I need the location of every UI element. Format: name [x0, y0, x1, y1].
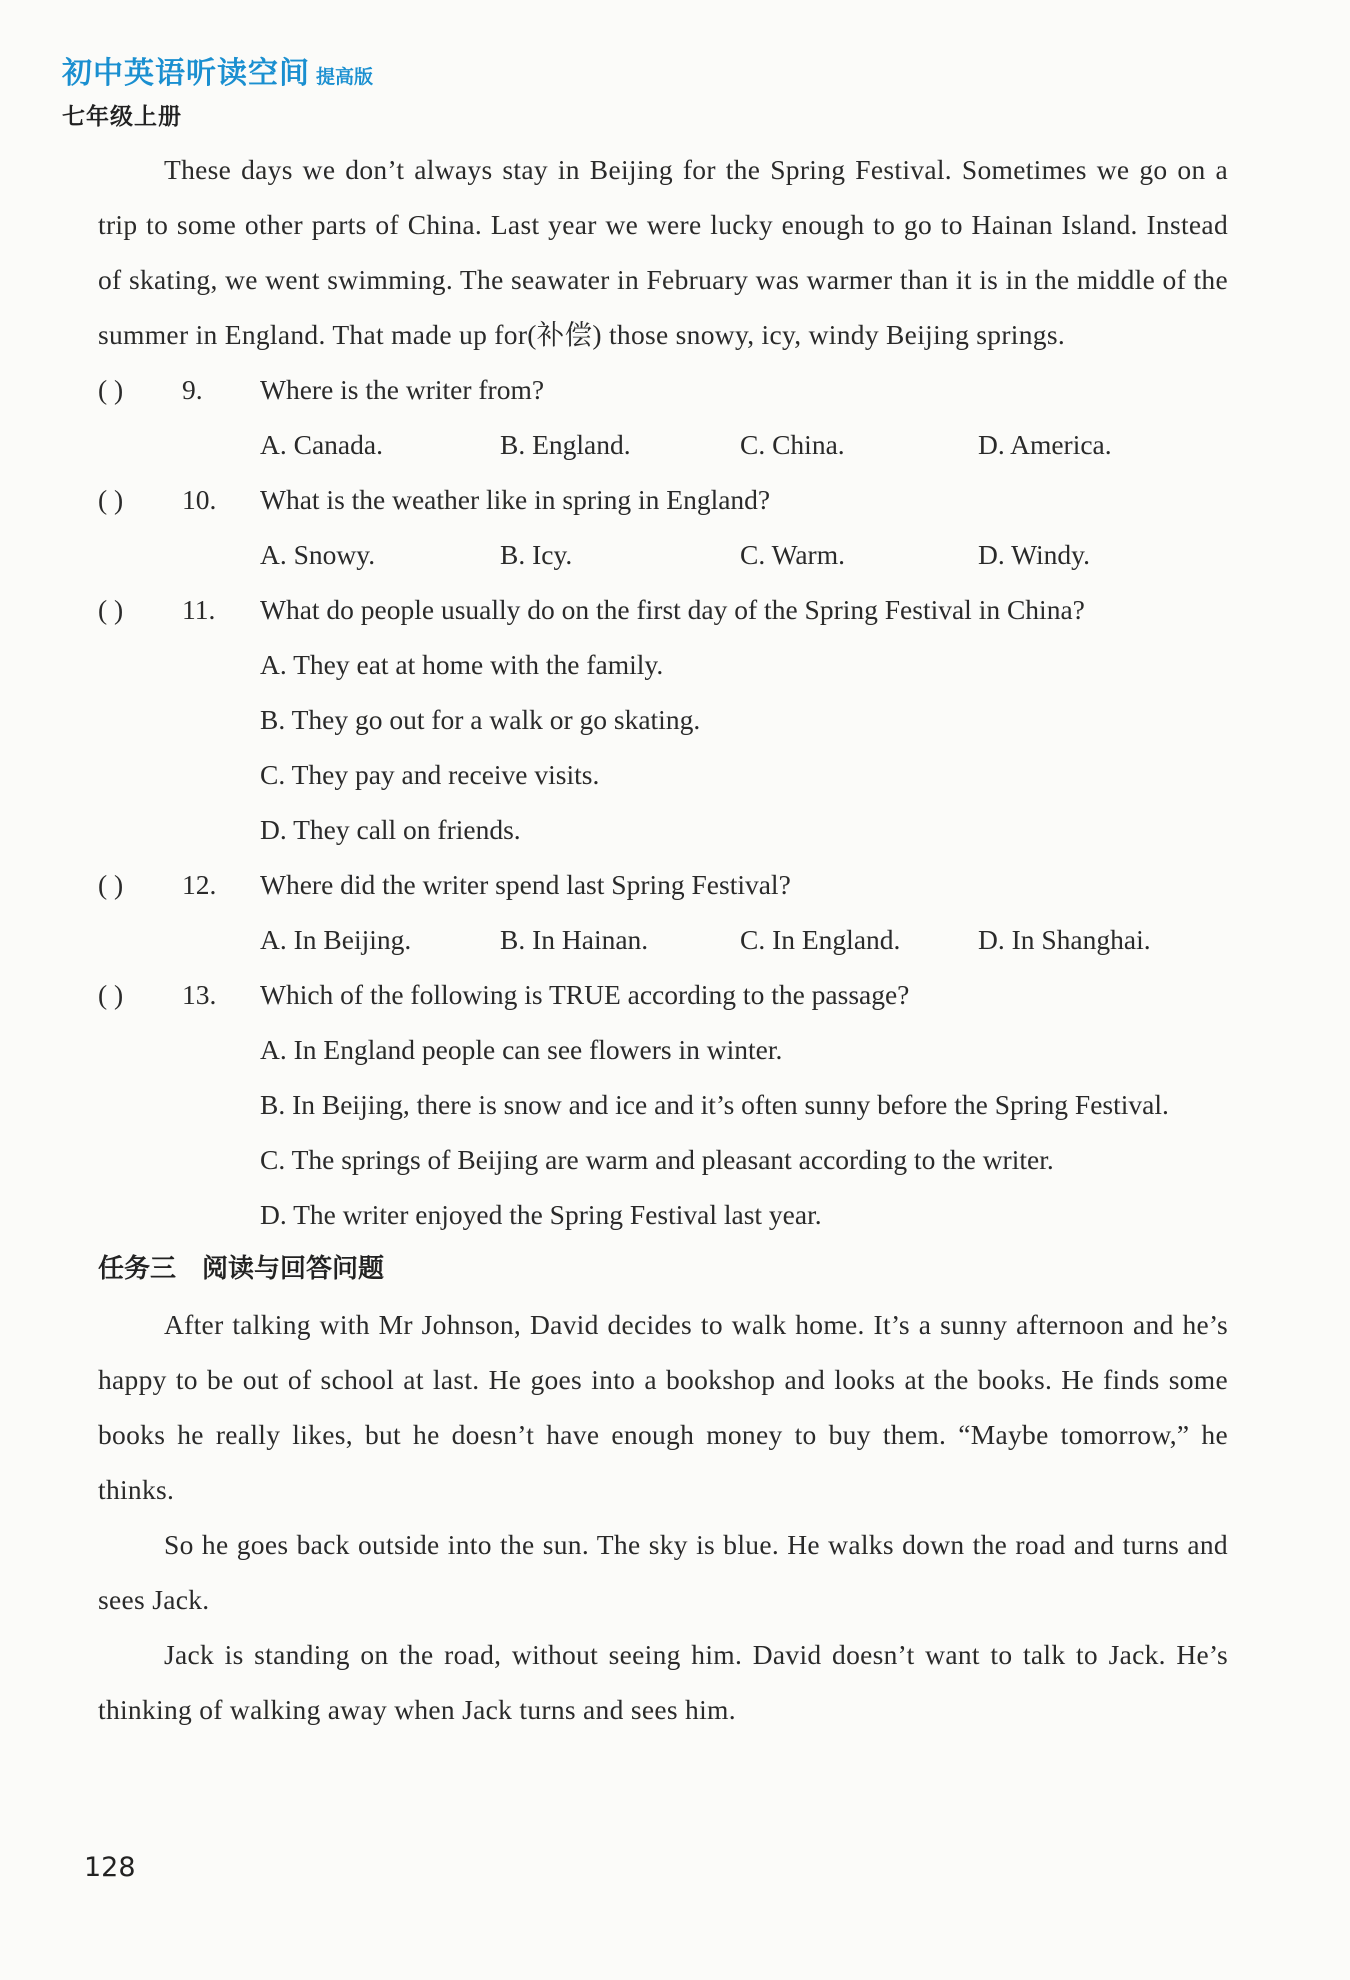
option-d: D. America. — [978, 429, 1112, 460]
grade-label: 七年级上册 — [62, 103, 182, 130]
option-a: A. Canada. — [260, 429, 383, 460]
option-b: B. Icy. — [500, 539, 573, 570]
section-title: 任务三 阅读与回答问题 — [98, 1254, 385, 1284]
option-c: C. China. — [740, 429, 845, 460]
option-c: C. The springs of Beijing are warm and pleasant according to the writer. — [260, 1144, 1054, 1175]
question-number: 9. — [182, 374, 203, 405]
question-number: 12. — [182, 869, 217, 900]
question-11 — [98, 582, 1228, 637]
answer-blank: ( ) — [98, 869, 124, 900]
series-subtitle: 提高版 — [316, 66, 374, 88]
option-a: A. In England people can see flowers in winter. — [260, 1034, 783, 1065]
question-13 — [98, 967, 1228, 1022]
task3-paragraph-1: After talking with Mr Johnson, David decides to walk home. It’s a sunny afternoon and he’s happy to be out of school at last. He goes into a bookshop and looks at the books. He finds some books he really likes, but he doesn’t have enough money to buy them. “Maybe tomorrow,” he thinks. — [98, 1309, 1228, 1505]
question-10 — [98, 472, 1228, 527]
option-b: B. In Beijing, there is snow and ice and it’s often sunny before the Spring Festival. — [260, 1089, 1169, 1120]
option-c: C. Warm. — [740, 539, 845, 570]
question-number: 13. — [182, 979, 217, 1010]
option-d: D. In Shanghai. — [978, 924, 1151, 955]
option-b: B. They go out for a walk or go skating. — [260, 704, 701, 735]
option-c: C. They pay and receive visits. — [260, 759, 600, 790]
question-stem: Which of the following is TRUE according to the passage? — [260, 979, 910, 1010]
question-9 — [98, 362, 1228, 417]
question-stem: Where did the writer spend last Spring Festival? — [260, 869, 791, 900]
question-number: 11. — [182, 594, 216, 625]
question-stem: What is the weather like in spring in England? — [260, 484, 771, 515]
passage-paragraph: These days we don’t always stay in Beijing for the Spring Festival. Sometimes we go on a trip to some other parts of China. Last year we were lucky enough to go to Hainan Island. Instead of skating, we went swimming. The seawater in February was warmer than it is in the middle of the summer in England. That made up for(补偿) those snowy, icy, windy Beijing springs. — [98, 154, 1228, 350]
page-content — [98, 142, 1228, 1737]
answer-blank: ( ) — [98, 594, 124, 625]
question-number: 10. — [182, 484, 217, 515]
option-b: B. England. — [500, 429, 631, 460]
options-row — [98, 527, 1228, 582]
option-d: D. The writer enjoyed the Spring Festival last year. — [260, 1199, 822, 1230]
option-a: A. In Beijing. — [260, 924, 412, 955]
answer-blank: ( ) — [98, 979, 124, 1010]
question-12 — [98, 857, 1228, 912]
page-header — [62, 48, 373, 131]
options-row — [98, 417, 1228, 472]
task3-paragraph-3: Jack is standing on the road, without seeing him. David doesn’t want to talk to Jack. He’s thinking of walking away when Jack turns and sees him. — [98, 1639, 1228, 1725]
question-stem: What do people usually do on the first day of the Spring Festival in China? — [260, 594, 1085, 625]
option-a: A. They eat at home with the family. — [260, 649, 664, 680]
options-row — [98, 912, 1228, 967]
task3-paragraph-2: So he goes back outside into the sun. The sky is blue. He walks down the road and turns and sees Jack. — [98, 1529, 1228, 1615]
answer-blank: ( ) — [98, 374, 124, 405]
option-d: D. They call on friends. — [260, 814, 521, 845]
page-number: 128 — [84, 1852, 136, 1883]
option-c: C. In England. — [740, 924, 901, 955]
series-title: 初中英语听读空间 — [62, 56, 310, 91]
option-d: D. Windy. — [978, 539, 1090, 570]
option-b: B. In Hainan. — [500, 924, 649, 955]
question-stem: Where is the writer from? — [260, 374, 545, 405]
answer-blank: ( ) — [98, 484, 124, 515]
option-a: A. Snowy. — [260, 539, 376, 570]
